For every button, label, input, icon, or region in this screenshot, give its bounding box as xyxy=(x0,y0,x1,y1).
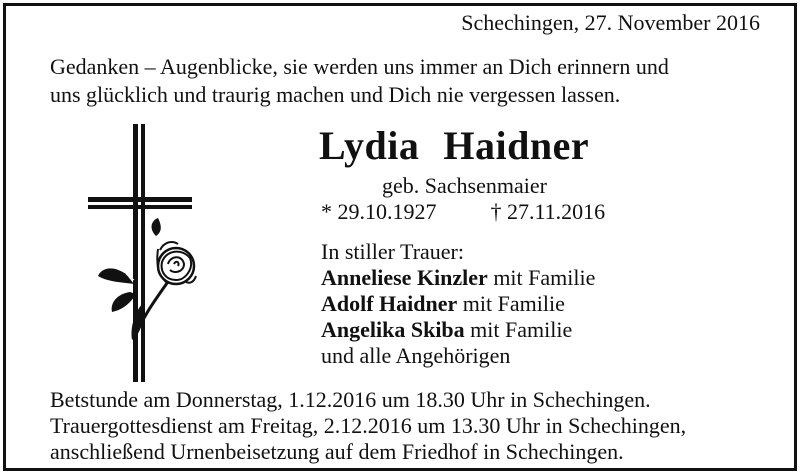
cross-with-rose-icon xyxy=(86,124,206,382)
memorial-quote xyxy=(50,53,669,109)
mourner-entry xyxy=(321,291,595,317)
mourners-list xyxy=(321,239,595,369)
mourner-name: Anneliese Kinzler xyxy=(321,265,488,290)
deceased-name xyxy=(319,122,589,169)
first-name: Lydia xyxy=(319,123,420,168)
mourner-entry xyxy=(321,265,595,291)
birth-date: * 29.10.1927 xyxy=(321,199,437,224)
quote-line: uns glücklich und traurig machen und Dich nie vergessen lassen. xyxy=(50,82,621,107)
mourners-closing: und alle Angehörigen xyxy=(321,343,511,368)
service-line: anschließend Urnenbeisetzung auf dem Friedhof in Schechingen. xyxy=(50,439,624,464)
mourner-suffix: mit Familie xyxy=(487,265,596,290)
mourner-name: Angelika Skiba xyxy=(321,317,465,342)
service-line: Betstunde am Donnerstag, 1.12.2016 um 18.30 Uhr in Schechingen. xyxy=(50,387,651,412)
quote-line: Gedanken – Augenblicke, sie werden uns immer an Dich erinnern und xyxy=(50,54,669,79)
birth-name: geb. Sachsenmaier xyxy=(382,173,547,198)
last-name: Haidner xyxy=(443,123,590,168)
mourner-entry xyxy=(321,317,595,343)
death-date: † 27.11.2016 xyxy=(490,199,606,224)
obituary-notice xyxy=(3,3,797,471)
mourner-name: Adolf Haidner xyxy=(321,291,458,316)
service-line: Trauergottesdienst am Freitag, 2.12.2016 um 13.30 Uhr in Schechingen, xyxy=(50,413,687,438)
mourners-intro: In stiller Trauer: xyxy=(321,239,464,264)
service-details xyxy=(50,387,686,465)
place-date: Schechingen, 27. November 2016 xyxy=(461,10,760,35)
life-dates xyxy=(321,199,605,225)
mourner-suffix: mit Familie xyxy=(457,291,565,316)
mourner-suffix: mit Familie xyxy=(464,317,573,342)
